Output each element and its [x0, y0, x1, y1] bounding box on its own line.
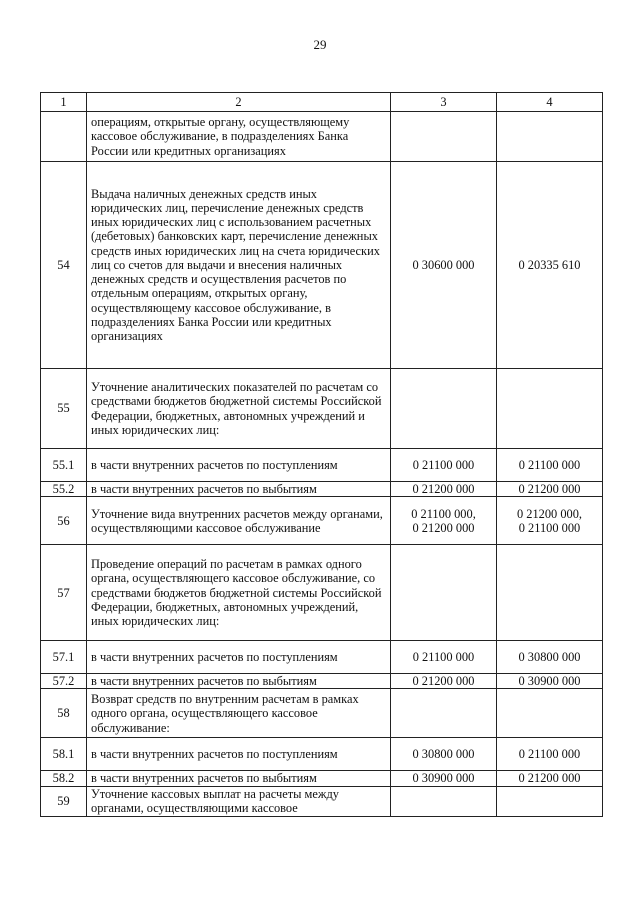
table-row — [41, 545, 603, 641]
table-row — [41, 771, 603, 786]
row-number: 56 — [41, 497, 87, 545]
table-row — [41, 738, 603, 771]
row-description: Уточнение вида внутренних расчетов между органами, осуществляющими кассовое обслуживание — [87, 497, 391, 545]
credit-code: 0 21100 000 — [497, 449, 603, 482]
row-number — [41, 112, 87, 162]
column-header: 2 — [87, 93, 391, 112]
page-number: 29 — [313, 37, 327, 52]
account-code-line: 0 21200 000, — [516, 506, 583, 521]
row-number: 59 — [41, 786, 87, 816]
credit-code: 0 21200 000 — [497, 482, 603, 497]
table-row — [41, 641, 603, 674]
row-description: операциям, открытые органу, осуществляющему кассовое обслуживание, в подразделениях Банка России или кредитных организациях — [87, 112, 391, 162]
debit-code: 0 21100 000 — [391, 641, 497, 674]
account-code-line: 0 21200 000 — [412, 520, 475, 535]
row-number: 57.1 — [41, 641, 87, 674]
row-number: 58.1 — [41, 738, 87, 771]
column-header: 1 — [41, 93, 87, 112]
table-header-row — [41, 93, 603, 112]
column-header: 3 — [391, 93, 497, 112]
row-description: Выдача наличных денежных средств иных юридических лиц, перечисление денежных средств иных юридических лиц с использованием расчетных (дебетовых) банковских карт, перечисление денежных средств иных юридических лиц на счета юридических лиц со счетов для выдачи и внесения наличных денежных средств и осуществления расчетов по отдельным операциям, открытых органу, осуществляющему кассовое обслуживание, в подразделениях Банка России или кредитных организациях — [87, 162, 391, 369]
credit-code — [497, 786, 603, 816]
row-number: 58.2 — [41, 771, 87, 786]
row-description: Уточнение кассовых выплат на расчеты между органами, осуществляющими кассовое — [87, 786, 391, 816]
table-row — [41, 112, 603, 162]
credit-code: 0 21200 000 — [497, 771, 603, 786]
credit-code: 0 20335 610 — [497, 162, 603, 369]
row-description: Уточнение аналитических показателей по расчетам со средствами бюджетов бюджетной системы Российской Федерации, бюджетных, автономных учреждений и иных юридических лиц: — [87, 369, 391, 449]
table-row — [41, 162, 603, 369]
table-row — [41, 689, 603, 738]
table-row — [41, 369, 603, 449]
table-row — [41, 497, 603, 545]
debit-code: 0 21200 000 — [391, 482, 497, 497]
row-number: 55.2 — [41, 482, 87, 497]
row-number: 54 — [41, 162, 87, 369]
debit-code: 0 30900 000 — [391, 771, 497, 786]
debit-code: 0 30600 000 — [391, 162, 497, 369]
account-code-line: 0 21100 000, — [411, 506, 476, 521]
row-description: в части внутренних расчетов по выбытиям — [87, 674, 391, 689]
debit-code — [391, 545, 497, 641]
credit-code: 0 30900 000 — [497, 674, 603, 689]
column-header: 4 — [497, 93, 603, 112]
debit-code — [391, 497, 497, 545]
table-row — [41, 482, 603, 497]
table-row — [41, 449, 603, 482]
row-number: 55 — [41, 369, 87, 449]
account-code-line: 0 21100 000 — [518, 520, 581, 535]
row-description: в части внутренних расчетов по выбытиям — [87, 771, 391, 786]
row-number: 55.1 — [41, 449, 87, 482]
table-row — [41, 674, 603, 689]
credit-code: 0 30800 000 — [497, 641, 603, 674]
row-description: в части внутренних расчетов по поступлениям — [87, 738, 391, 771]
debit-code — [391, 786, 497, 816]
debit-code: 0 30800 000 — [391, 738, 497, 771]
row-description: Возврат средств по внутренним расчетам в рамках одного органа, осуществляющего кассовое обслуживание: — [87, 689, 391, 738]
credit-code — [497, 112, 603, 162]
credit-code — [497, 545, 603, 641]
row-description: в части внутренних расчетов по поступлениям — [87, 641, 391, 674]
debit-code — [391, 112, 497, 162]
table-row — [41, 786, 603, 816]
accounting-table — [40, 92, 603, 817]
debit-code — [391, 369, 497, 449]
row-number: 58 — [41, 689, 87, 738]
row-description: Проведение операций по расчетам в рамках одного органа, осуществляющего кассовое обслуживание, со средствами бюджетов бюджетной системы Российской Федерации, бюджетных, автономных учреждений, иных юридических лиц: — [87, 545, 391, 641]
credit-code — [497, 369, 603, 449]
credit-code — [497, 497, 603, 545]
debit-code: 0 21200 000 — [391, 674, 497, 689]
row-description: в части внутренних расчетов по выбытиям — [87, 482, 391, 497]
credit-code — [497, 689, 603, 738]
debit-code — [391, 689, 497, 738]
credit-code: 0 21100 000 — [497, 738, 603, 771]
row-number: 57 — [41, 545, 87, 641]
row-description: в части внутренних расчетов по поступлениям — [87, 449, 391, 482]
row-number: 57.2 — [41, 674, 87, 689]
debit-code: 0 21100 000 — [391, 449, 497, 482]
